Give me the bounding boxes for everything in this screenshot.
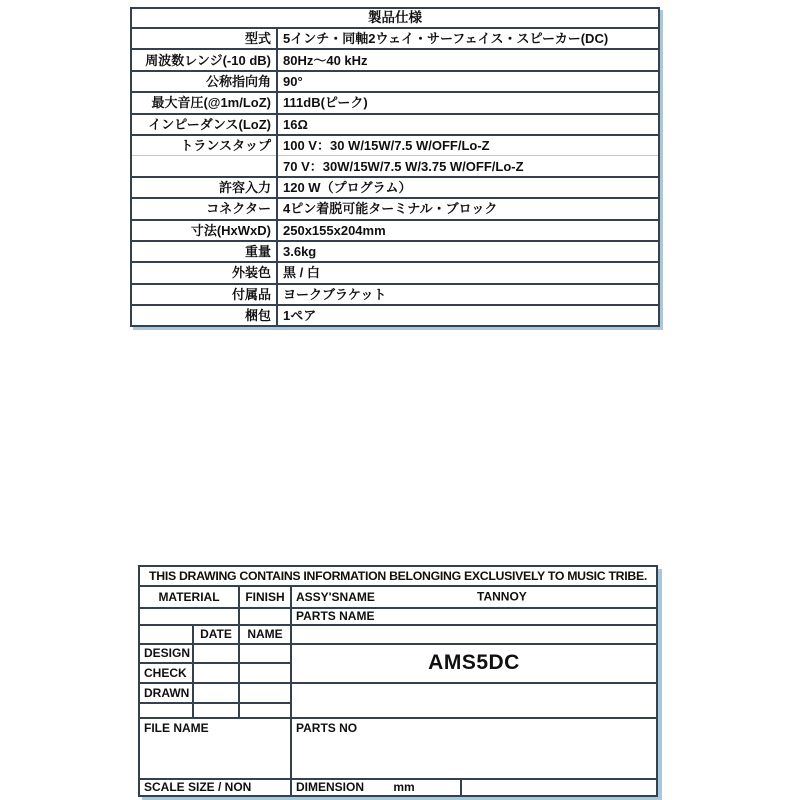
spec-value-cell: 111dB(ピーク)	[277, 92, 659, 113]
spec-table-title: 製品仕様	[368, 10, 422, 26]
spec-label-cell	[131, 156, 277, 177]
material-label: MATERIAL	[139, 586, 239, 608]
spec-row	[131, 49, 659, 70]
check-name-cell	[239, 663, 291, 683]
spec-label-cell: 公称指向角	[131, 71, 277, 92]
drawn-label: DRAWN	[139, 683, 193, 703]
spec-value-cell: 3.6kg	[277, 241, 659, 262]
drawn-name-cell	[239, 683, 291, 703]
spec-row	[131, 220, 659, 241]
spec-label-cell: 外装色	[131, 262, 277, 283]
scale-label: SCALE SIZE / NON	[139, 779, 291, 796]
spec-row	[131, 135, 659, 156]
model-sub-cell	[291, 683, 657, 718]
spec-table-body	[131, 28, 659, 326]
spec-label-cell: 許容入力	[131, 177, 277, 198]
drawn-date-cell	[193, 683, 239, 703]
parts-name-row	[139, 608, 657, 625]
spec-label-cell: 重量	[131, 241, 277, 262]
model-spacer-cell	[291, 625, 657, 644]
spec-row	[131, 305, 659, 326]
spec-row	[131, 114, 659, 135]
drawn-row	[139, 683, 657, 703]
empty-date-cell	[193, 703, 239, 718]
spec-value-cell: 1ペア	[277, 305, 659, 326]
file-name-label: FILE NAME	[139, 718, 291, 779]
spec-value-cell: 90°	[277, 71, 659, 92]
drawing-title-block-container	[138, 565, 658, 797]
date-label: DATE	[193, 625, 239, 644]
confidentiality-notice: THIS DRAWING CONTAINS INFORMATION BELONGING EXCLUSIVELY TO MUSIC TRIBE.	[139, 566, 657, 586]
design-date-cell	[193, 644, 239, 663]
dimension-label: DIMENSION	[296, 780, 365, 795]
finish-value-cell	[239, 608, 291, 625]
spec-value-cell: 100 V：30 W/15W/7.5 W/OFF/Lo-Z	[277, 135, 659, 156]
spec-label-cell: 付属品	[131, 284, 277, 305]
product-spec-table	[130, 7, 660, 327]
design-name-cell	[239, 644, 291, 663]
parts-no-label: PARTS NO	[291, 718, 657, 779]
spec-row	[131, 156, 659, 177]
date-name-header-row	[139, 625, 657, 644]
spec-value-cell: 120 W（プログラム）	[277, 177, 659, 198]
spec-label-cell: 周波数レンジ(-10 dB)	[131, 49, 277, 70]
spec-row	[131, 92, 659, 113]
spec-value-cell: ヨークブラケット	[277, 284, 659, 305]
file-parts-row	[139, 718, 657, 779]
spec-row	[131, 198, 659, 219]
check-date-cell	[193, 663, 239, 683]
spec-label-cell: 寸法(HxWxD)	[131, 220, 277, 241]
spec-row	[131, 284, 659, 305]
name-label: NAME	[239, 625, 291, 644]
dimension-empty-cell	[461, 779, 657, 796]
brand-name: TANNOY	[477, 589, 527, 604]
spec-value-cell: 250x155x204mm	[277, 220, 659, 241]
spec-row	[131, 177, 659, 198]
drawing-title-block	[138, 565, 658, 797]
spec-value-cell: 80Hz〜40 kHz	[277, 49, 659, 70]
spec-header-row	[131, 8, 659, 28]
spec-label-cell: 型式	[131, 28, 277, 49]
spec-row	[131, 71, 659, 92]
spec-row	[131, 28, 659, 49]
check-label: CHECK	[139, 663, 193, 683]
assy-name-label: ASSY'SNAME	[296, 589, 375, 604]
spec-label-cell: トランスタップ	[131, 135, 277, 156]
model-number: AMS5DC	[291, 644, 657, 683]
spec-label-cell: 最大音圧(@1m/LoZ)	[131, 92, 277, 113]
dimension-cell	[291, 779, 461, 796]
spec-value-cell: 5インチ・同軸2ウェイ・サーフェイス・スピーカー(DC)	[277, 28, 659, 49]
spec-label-cell: コネクター	[131, 198, 277, 219]
spec-value-cell: 黒 / 白	[277, 262, 659, 283]
spec-row	[131, 262, 659, 283]
design-label: DESIGN	[139, 644, 193, 663]
assy-name-cell	[291, 586, 657, 608]
notice-row	[139, 566, 657, 586]
signoff-corner-cell	[139, 625, 193, 644]
material-finish-assy-row	[139, 586, 657, 608]
parts-name-label: PARTS NAME	[291, 608, 657, 625]
empty-label-cell	[139, 703, 193, 718]
material-value-cell	[139, 608, 239, 625]
dimension-unit: mm	[393, 780, 415, 795]
scale-dimension-row	[139, 779, 657, 796]
spec-label-cell: インピーダンス(LoZ)	[131, 114, 277, 135]
spec-value-cell: 16Ω	[277, 114, 659, 135]
spec-label-cell: 梱包	[131, 305, 277, 326]
design-row	[139, 644, 657, 663]
empty-name-cell	[239, 703, 291, 718]
spec-value-cell: 4ピン着脱可能ターミナル・ブロック	[277, 198, 659, 219]
spec-row	[131, 241, 659, 262]
product-spec-table-container	[130, 7, 660, 327]
finish-label: FINISH	[239, 586, 291, 608]
spec-value-cell: 70 V：30W/15W/7.5 W/3.75 W/OFF/Lo-Z	[277, 156, 659, 177]
